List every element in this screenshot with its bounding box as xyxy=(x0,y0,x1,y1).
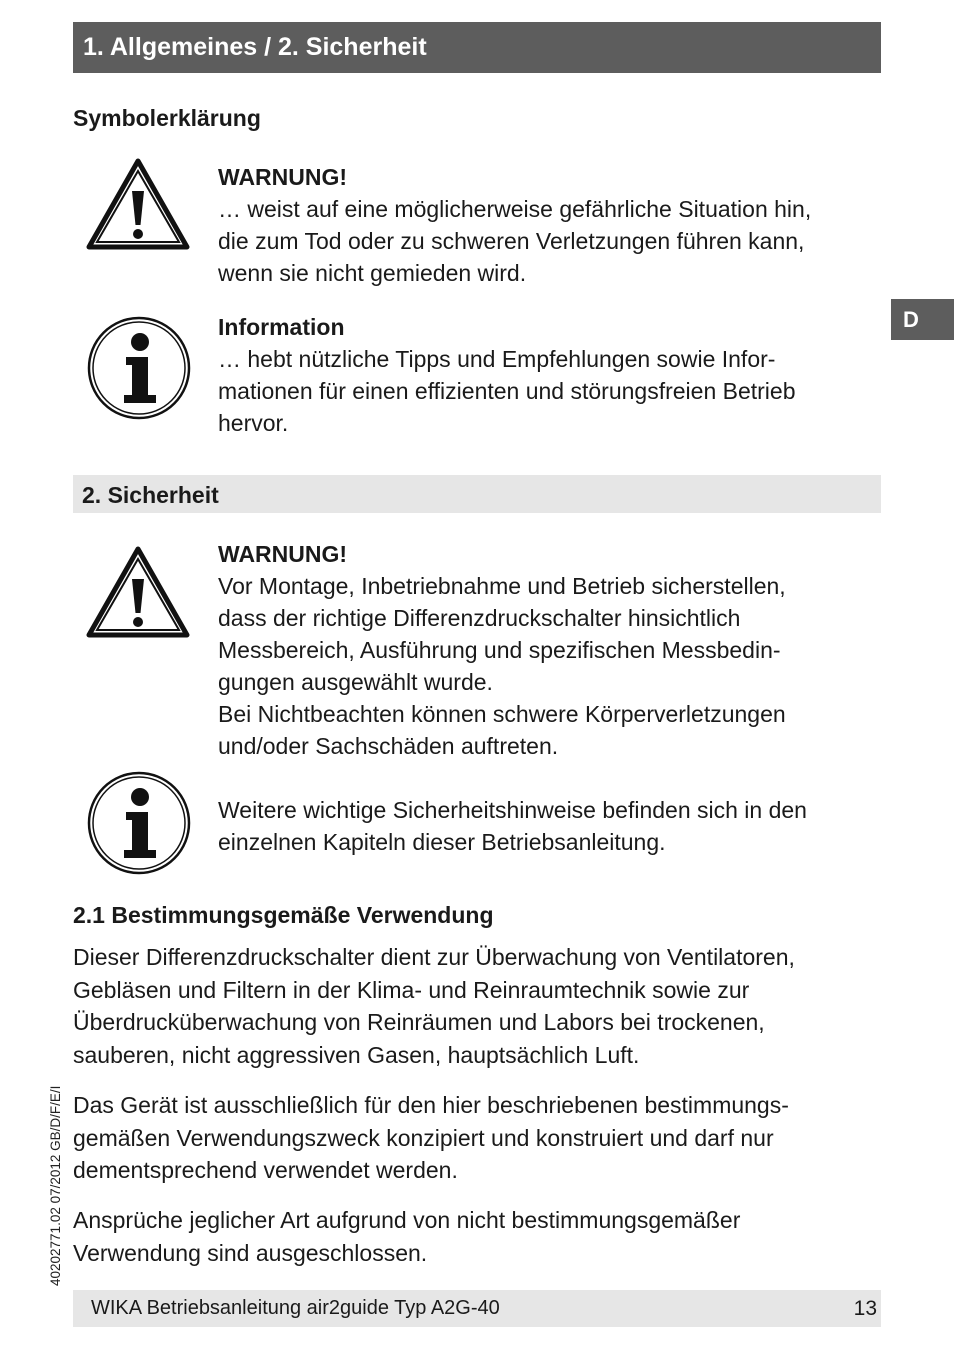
safety-warning-line: Vor Montage, Inbetriebnahme und Betrieb sicherstellen, xyxy=(218,573,786,599)
footer-document-title: WIKA Betriebsanleitung air2guide Typ A2G-40 xyxy=(91,1297,500,1319)
information-icon xyxy=(86,770,192,881)
safety-warning-text-block xyxy=(218,538,878,762)
page-title: 1. Allgemeines / 2. Sicherheit xyxy=(83,33,427,61)
paragraph-line: Überdrucküberwachung von Reinräumen und Labors bei trockenen, xyxy=(73,1009,765,1035)
warning-line: … weist auf eine möglicherweise gefährliche Situation hin, xyxy=(218,196,812,222)
safety-info-line: einzelnen Kapiteln dieser Betriebsanleitung. xyxy=(218,829,666,855)
paragraph-line: gemäßen Verwendungszweck konzipiert und konstruiert und darf nur xyxy=(73,1124,774,1151)
paragraph-line: Gebläsen und Filtern in der Klima- und Reinraumtechnik sowie zur xyxy=(73,976,750,1003)
information-icon xyxy=(86,315,192,426)
warning-text-block xyxy=(218,161,878,289)
paragraph-line: Ansprüche jeglicher Art aufgrund von nicht bestimmungsgemäßer xyxy=(73,1207,741,1233)
paragraph-line: Das Gerät ist ausschließlich für den hier beschriebenen bestimmungs- xyxy=(73,1092,789,1118)
information-line: hervor. xyxy=(218,410,289,436)
usage-heading: 2.1 Bestimmungsgemäße Verwendung xyxy=(73,902,494,928)
warning-line: wenn sie nicht gemieden wird. xyxy=(218,260,527,286)
safety-info-line: Weitere wichtige Sicherheitshinweise befinden sich in den xyxy=(218,797,807,823)
warning-triangle-icon xyxy=(84,155,192,258)
warning-label: WARNUNG! xyxy=(218,164,348,190)
language-tab xyxy=(891,299,954,340)
information-label: Information xyxy=(218,314,345,340)
page-number: 13 xyxy=(853,1297,877,1320)
paragraph-line: Dieser Differenzdruckschalter dient zur Überwachung von Ventilatoren, xyxy=(73,944,795,970)
safety-warning-line: dass der richtige Differenzdruckschalter hinsichtlich xyxy=(218,605,741,631)
safety-warning-line: gungen ausgewählt wurde. xyxy=(218,669,493,695)
information-text-block xyxy=(218,311,878,439)
usage-paragraph-3 xyxy=(73,1204,881,1269)
warning-line: die zum Tod oder zu schweren Verletzungen führen kann, xyxy=(218,228,805,254)
page-footer xyxy=(73,1290,881,1327)
information-line: mationen für einen effizienten und störungsfreien Betrieb xyxy=(218,378,796,404)
symbols-heading: Symbolerklärung xyxy=(73,105,261,131)
safety-warning-line: Messbereich, Ausführung und spezifischen Messbedin- xyxy=(218,637,781,663)
paragraph-line: Verwendung sind ausgeschlossen. xyxy=(73,1239,428,1266)
language-tab-label: D xyxy=(903,307,919,332)
warning-triangle-icon xyxy=(84,543,192,646)
information-line: … hebt nützliche Tipps und Empfehlungen sowie Infor- xyxy=(218,346,776,372)
safety-warning-line: Bei Nichtbeachten können schwere Körperverletzungen xyxy=(218,701,786,727)
document-code: 40202771.02 07/2012 GB/D/F/E/I xyxy=(48,1085,63,1286)
safety-warning-line: und/oder Sachschäden auftreten. xyxy=(218,733,559,759)
page-header xyxy=(73,22,881,73)
safety-warning-label: WARNUNG! xyxy=(218,541,348,567)
paragraph-line: sauberen, nicht aggressiven Gasen, hauptsächlich Luft. xyxy=(73,1041,640,1068)
usage-paragraph-2 xyxy=(73,1089,881,1187)
section-heading-bar xyxy=(73,475,881,513)
section-heading: 2. Sicherheit xyxy=(82,482,219,508)
paragraph-line: dementsprechend verwendet werden. xyxy=(73,1157,458,1183)
usage-paragraph-1 xyxy=(73,941,881,1071)
safety-info-text-block xyxy=(218,794,878,858)
